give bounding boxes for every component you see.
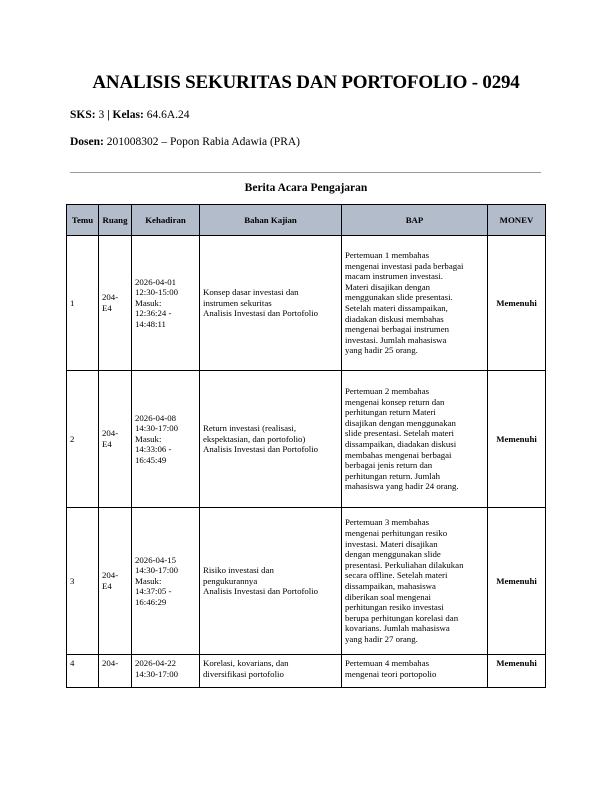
divider bbox=[70, 172, 541, 173]
cell-kehadiran: 2026-04-15 14:30-17:00 Masuk: 14:37:05 - 16:46:29 bbox=[132, 508, 200, 655]
cell-temu: 3 bbox=[67, 508, 99, 655]
table-header-row bbox=[67, 205, 546, 236]
cell-bahan-kajian: Return investasi (realisasi, ekspektasian, dan portofolio) Analisis Investasi dan Portofolio bbox=[200, 371, 342, 508]
kelas-label: Kelas: bbox=[112, 109, 144, 121]
cell-ruang: 204- E4 bbox=[99, 508, 132, 655]
table-row bbox=[67, 655, 546, 688]
cell-bahan-kajian: Risiko investasi dan pengukurannya Analisis Investasi dan Portofolio bbox=[200, 508, 342, 655]
cell-ruang: 204- E4 bbox=[99, 371, 132, 508]
table-caption: Berita Acara Pengajaran bbox=[244, 182, 368, 194]
cell-temu: 4 bbox=[67, 655, 99, 688]
cell-bahan-kajian: Konsep dasar investasi dan instrumen sekuritas Analisis Investasi dan Portofolio bbox=[200, 236, 342, 371]
cell-kehadiran: 2026-04-08 14:30-17:00 Masuk: 14:33:06 - 16:45:49 bbox=[132, 371, 200, 508]
cell-monev: Memenuhi bbox=[488, 508, 546, 655]
cell-bap: Pertemuan 1 membahas mengenai investasi pada berbagai macam instrumen investasi. Materi disajikan dengan menggunakan slide presentasi. Setelah materi dissampaikan, diadakan diskusi membahas mengenai berbagai instrumen investasi. Jumlah mahasiswa yang hadir 25 orang. bbox=[342, 236, 488, 371]
cell-temu: 1 bbox=[67, 236, 99, 371]
cell-bap: Pertemuan 4 membahas mengenai teori portopolio bbox=[342, 655, 488, 688]
cell-kehadiran: 2026-04-22 14:30-17:00 bbox=[132, 655, 200, 688]
course-meta bbox=[70, 109, 190, 121]
cell-ruang: 204- bbox=[99, 655, 132, 688]
column-header-monev: MONEV bbox=[488, 205, 546, 236]
column-header-temu: Temu bbox=[67, 205, 99, 236]
column-header-bahan-kajian: Bahan Kajian bbox=[200, 205, 342, 236]
lecturer-line bbox=[70, 136, 300, 148]
table-row bbox=[67, 236, 546, 371]
kelas-value: 64.6A.24 bbox=[146, 109, 190, 121]
cell-monev: Memenuhi bbox=[488, 371, 546, 508]
cell-bahan-kajian: Korelasi, kovarians, dan diversifikasi portofolio bbox=[200, 655, 342, 688]
cell-monev: Memenuhi bbox=[488, 655, 546, 688]
cell-temu: 2 bbox=[67, 371, 99, 508]
bap-table bbox=[66, 204, 546, 688]
cell-ruang: 204- E4 bbox=[99, 236, 132, 371]
meta-separator: | bbox=[107, 109, 110, 121]
cell-bap: Pertemuan 2 membahas mengenai konsep return dan perhitungan return Materi disajikan dengan menggunakan slide presentasi. Setelah materi dissampaikan, diadakan diskusi membahas mengenai berbagai berbagai jenis return dan perhitungan return. Jumlah mahasiswa yang hadir 24 orang. bbox=[342, 371, 488, 508]
cell-kehadiran: 2026-04-01 12:30-15:00 Masuk: 12:36:24 - 14:48:11 bbox=[132, 236, 200, 371]
column-header-bap: BAP bbox=[342, 205, 488, 236]
column-header-kehadiran: Kehadiran bbox=[132, 205, 200, 236]
table-row bbox=[67, 371, 546, 508]
sks-value: 3 bbox=[98, 109, 105, 121]
dosen-value: 201008302 – Popon Rabia Adawia (PRA) bbox=[106, 136, 301, 148]
cell-monev: Memenuhi bbox=[488, 236, 546, 371]
table-row bbox=[67, 508, 546, 655]
sks-label: SKS: bbox=[70, 109, 96, 121]
cell-bap: Pertemuan 3 membahas mengenai perhitungan resiko investasi. Materi disajikan dengan menggunakan slide presentasi. Perkuliahan dilakukan secara offline. Setelah materi dissampaikan, mahasiswa diberikan soal mengenai perhitungan resiko investasi berupa perhitungan korelasi dan kovarians. Jumlah mahasiswa yang hadir 27 orang. bbox=[342, 508, 488, 655]
course-title: ANALISIS SEKURITAS DAN PORTOFOLIO - 0294 bbox=[92, 72, 520, 93]
dosen-label: Dosen: bbox=[70, 136, 104, 148]
column-header-ruang: Ruang bbox=[99, 205, 132, 236]
